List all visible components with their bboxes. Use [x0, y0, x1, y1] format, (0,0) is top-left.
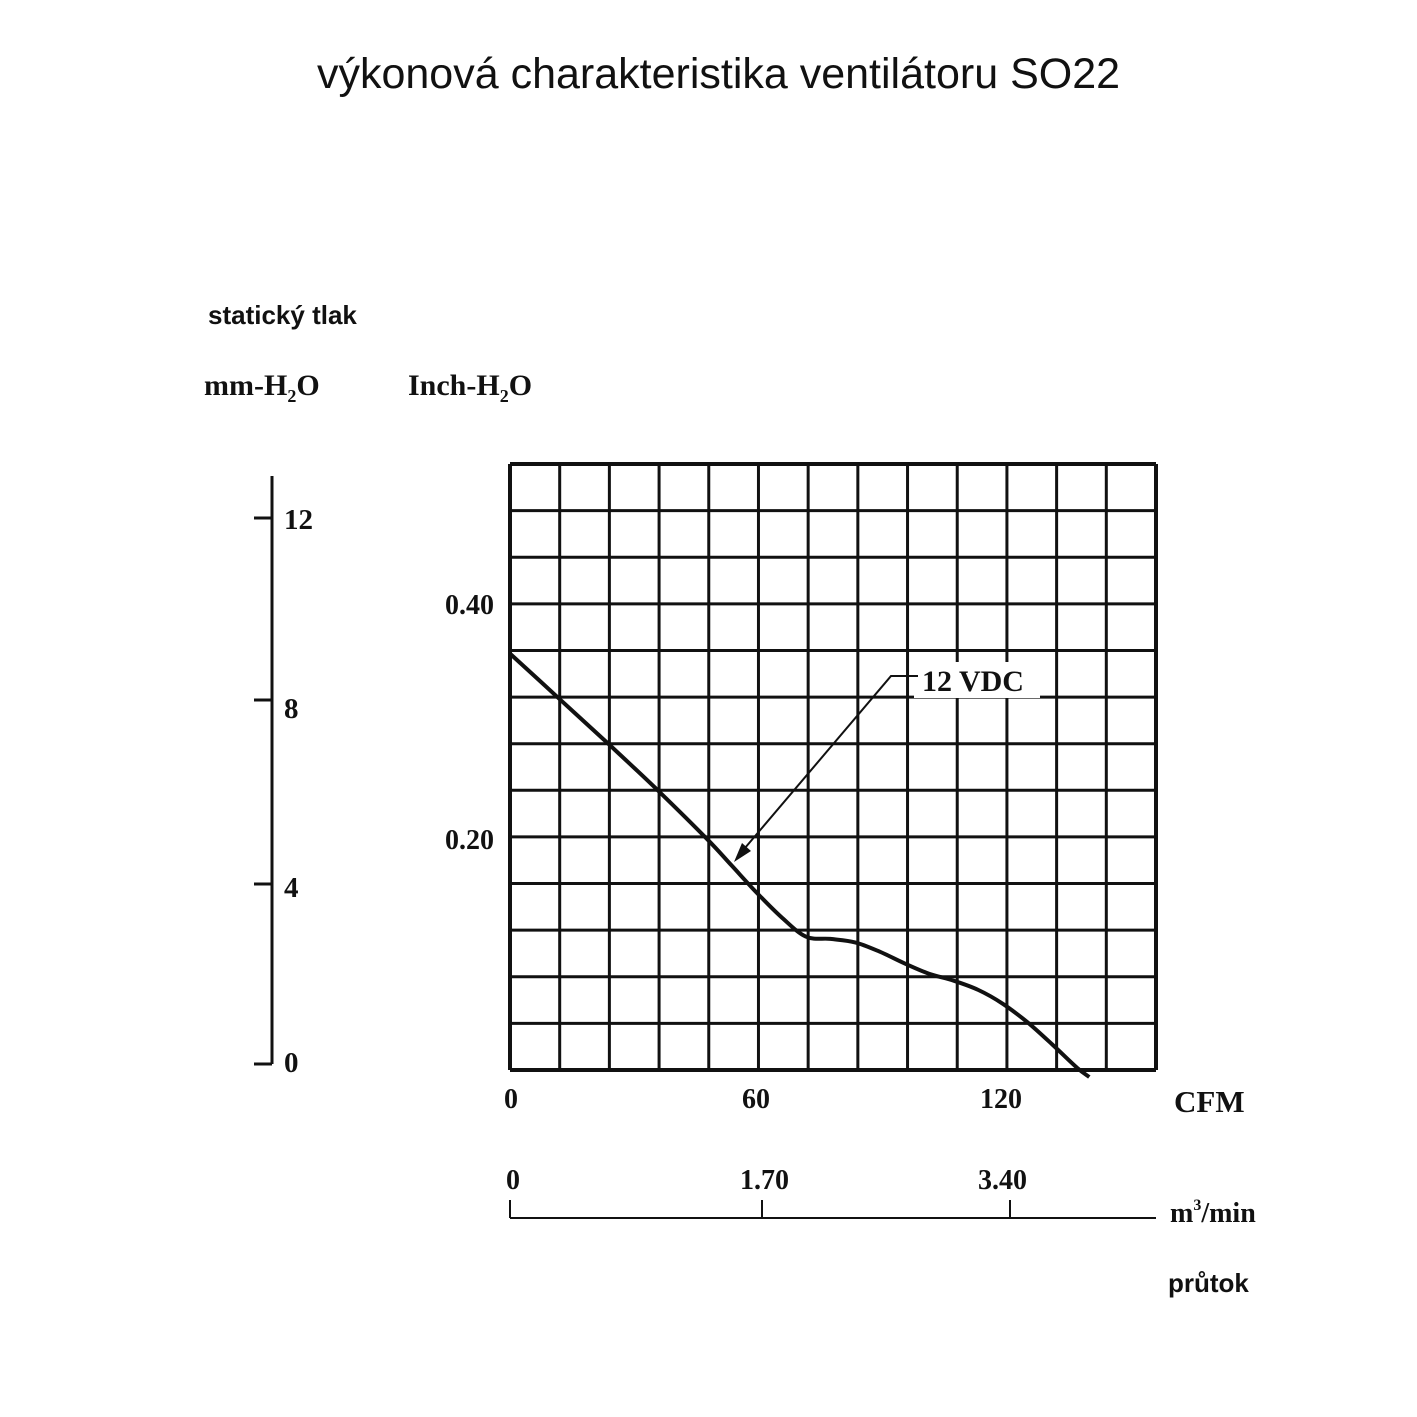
cfm-tick-label-120: 120: [980, 1084, 1022, 1115]
annotation-label: 12 VDC: [922, 665, 1024, 698]
m3-axis: [506, 1165, 1256, 1229]
mm-tick-label-12: 12: [284, 504, 313, 536]
m3-unit: $m^3/\min$: [1170, 1197, 1256, 1229]
chart-grid: [510, 464, 1156, 1070]
annotation-arrowhead: [734, 843, 751, 862]
inch-tick-label-020: 0.20: [445, 825, 494, 856]
curve-group: [510, 654, 1089, 1077]
mm-tick-label-8: 8: [284, 693, 299, 725]
cfm-unit: CFM: [1174, 1084, 1245, 1119]
m3-tick-label-170: 1.70: [740, 1165, 789, 1196]
inch-tick-label-040: 0.40: [445, 590, 494, 621]
m3-tick-label-340: 3.40: [978, 1165, 1027, 1196]
chart-title: výkonová charakteristika ventilátoru SO22: [316, 50, 1121, 98]
series-line-12vdc: [510, 654, 1089, 1077]
series-annotation: [734, 662, 1040, 862]
annotation-leader: [739, 676, 918, 855]
y-unit-inch: Inch-$H_2O$: [408, 369, 533, 406]
cfm-tick-label-0: 0: [504, 1084, 518, 1115]
m3-tick-label-0: 0: [506, 1165, 520, 1196]
mm-axis-ticks: [254, 504, 313, 1079]
mm-tick-label-4: 4: [284, 872, 299, 904]
cfm-axis: [504, 1084, 1245, 1119]
mm-tick-label-0: 0: [284, 1047, 299, 1079]
y-unit-mm: $mm-H_2O$: [204, 369, 320, 406]
cfm-tick-label-60: 60: [742, 1084, 770, 1115]
x-axis-label: průtok: [1168, 1268, 1249, 1298]
y-axis-label: statický tlak: [208, 300, 357, 330]
